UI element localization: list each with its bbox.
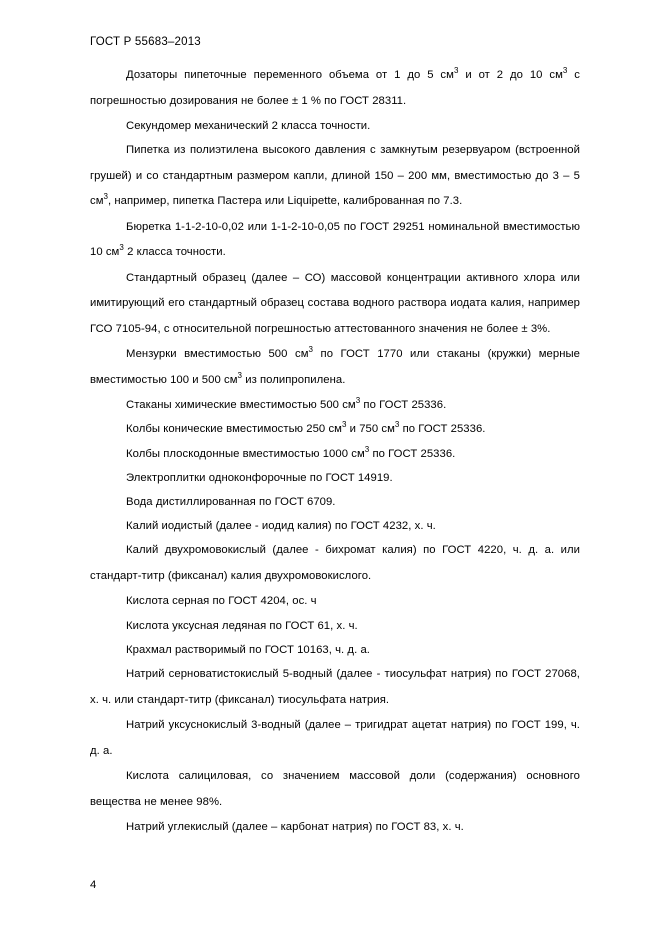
paragraph: Мензурки вместимостью 500 $см^3$ по ГОСТ 1770 или стаканы (кружки) мерные вместимостью 100 и 500 $см^3$ из полипропилена.: [90, 345, 580, 386]
paragraph-list: [90, 63, 580, 839]
paragraph: Кислота салициловая, со значением массовой доли (содержания) основного вещества не менее 98%.: [90, 770, 580, 808]
document-standard-header: ГОСТ Р 55683–2013: [90, 36, 201, 48]
paragraph: Натрий углекислый (далее – карбонат натрия) по ГОСТ 83, х. ч.: [126, 821, 464, 834]
paragraph: Стандартный образец (далее – СО) массовой концентрации активного хлора или имитирующий его стандартный образец состава водного раствора иодата калия, например ГСО 7105-94, с относительной погрешностью аттестованного значения не более ± 3%.: [90, 271, 580, 335]
document-body: [90, 36, 580, 839]
paragraph: Колбы конические вместимостью 250 $см^3$ и 750 $см^3$ по ГОСТ 25336.: [126, 420, 486, 436]
paragraph: Стаканы химические вместимостью 500 $см^3$ по ГОСТ 25336.: [126, 396, 447, 412]
paragraph: Крахмал растворимый по ГОСТ 10163, ч. д. а.: [126, 643, 370, 656]
paragraph: Бюретка 1-1-2-10-0,02 или 1-1-2-10-0,05 по ГОСТ 29251 номинальной вместимостью 10 $см^3$ 2 класса точности.: [90, 220, 580, 259]
paragraph: Пипетка из полиэтилена высокого давления с замкнутым резервуаром (встроенной грушей) и со стандартным размером капли, длиной 150 – 200 мм, вместимостью до 3 – 5 $см^3$, например, пипетка Пастера или Liquipette, калиброванная по 7.3.: [90, 144, 580, 208]
paragraph: Калий иодистый (далее - иодид калия) по ГОСТ 4232, х. ч.: [126, 520, 436, 533]
paragraph: Натрий уксуснокислый 3-водный (далее – тригидрат ацетат натрия) по ГОСТ 199, ч. д. а.: [90, 719, 580, 757]
paragraph: Кислота уксусная ледяная по ГОСТ 61, х. ч.: [126, 619, 358, 632]
page-number: 4: [90, 879, 97, 891]
paragraph: Калий двухромовокислый (далее - бихромат калия) по ГОСТ 4220, ч. д. а. или стандарт-титр (фиксанал) калия двухромовокислого.: [90, 544, 580, 582]
paragraph: Натрий серноватистокислый 5-водный (далее - тиосульфат натрия) по ГОСТ 27068, х. ч. или стандарт-титр (фиксанал) тиосульфата натрия.: [90, 668, 580, 706]
paragraph: Вода дистиллированная по ГОСТ 6709.: [126, 496, 336, 509]
paragraph: Электроплитки одноконфорочные по ГОСТ 14919.: [126, 471, 393, 484]
paragraph: Кислота серная по ГОСТ 4204, ос. ч: [126, 595, 317, 608]
paragraph: Секундомер механический 2 класса точности.: [126, 120, 371, 132]
paragraph: Колбы плоскодонные вместимостью 1000 $см^3$ по ГОСТ 25336.: [126, 444, 456, 460]
paragraph: Дозаторы пипеточные переменного объема от 1 до 5 $см^3$ и от 2 до 10 $см^3$ с погрешностью дозирования не более ± 1 % по ГОСТ 28311.: [90, 66, 580, 107]
